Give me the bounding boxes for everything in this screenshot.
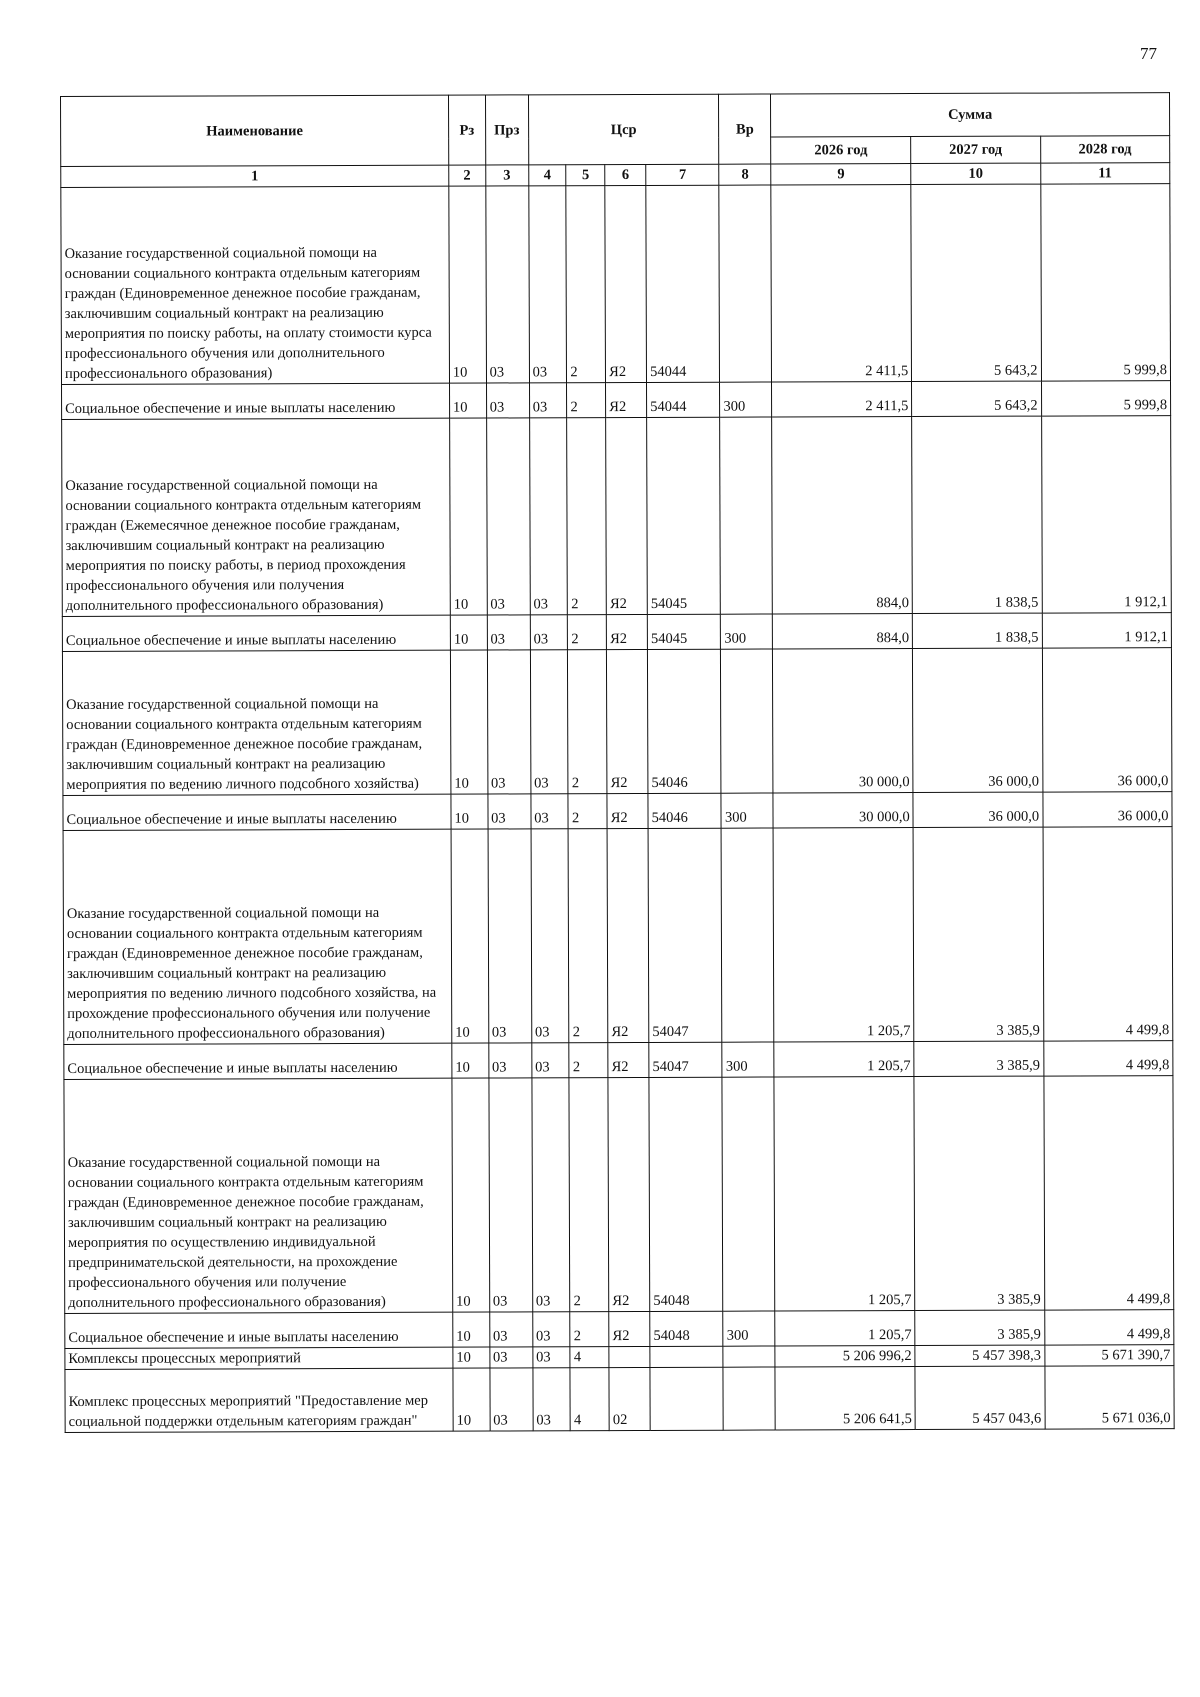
table-row: [62, 416, 1172, 617]
table-row: [63, 827, 1173, 1045]
row-vr: 300: [723, 1311, 775, 1346]
row-vr: 300: [722, 1042, 774, 1077]
row-sum-2026: 5 206 641,5: [775, 1367, 915, 1430]
row-csr-2: 2: [568, 615, 607, 650]
row-name: Социальное обеспечение и иные выплаты населению: [65, 1312, 453, 1348]
row-csr-4: 54046: [648, 793, 721, 828]
row-csr-1: 03: [529, 186, 567, 383]
table-row: [64, 1076, 1174, 1314]
row-sum-2027: 5 643,2: [912, 381, 1041, 416]
row-rz: 10: [453, 1312, 490, 1347]
row-sum-2028: 5 671 390,7: [1044, 1345, 1174, 1366]
row-csr-2: 2: [568, 829, 608, 1043]
table-row: [62, 613, 1171, 652]
row-rz: 10: [453, 1368, 490, 1431]
header-prz: Прз: [485, 95, 528, 165]
row-prz: 03: [488, 829, 532, 1043]
column-number: 8: [719, 164, 771, 185]
row-csr-3: Я2: [607, 828, 649, 1042]
row-csr-3: 02: [609, 1367, 650, 1430]
column-number: 3: [485, 165, 528, 186]
column-number: 6: [605, 164, 646, 185]
row-prz: 03: [489, 1347, 532, 1368]
row-sum-2028: 5 999,8: [1040, 184, 1170, 381]
row-csr-2: 2: [569, 1078, 609, 1312]
column-number: 4: [528, 165, 566, 186]
row-sum-2026: 884,0: [772, 614, 912, 649]
row-csr-2: 2: [566, 186, 605, 383]
row-csr-4: 54046: [648, 649, 722, 793]
row-sum-2026: 30 000,0: [773, 793, 913, 828]
header-year-2026: 2026 год: [771, 137, 911, 164]
header-year-2028: 2028 год: [1040, 136, 1170, 163]
header-vr: Вр: [719, 94, 771, 164]
header-name: Наименование: [61, 95, 449, 166]
row-rz: 10: [450, 418, 487, 615]
row-prz: 03: [486, 418, 530, 615]
row-csr-3: Я2: [606, 382, 647, 417]
row-name: Социальное обеспечение и иные выплаты населению: [64, 1043, 452, 1079]
row-sum-2028: 4 499,8: [1044, 1310, 1174, 1345]
header-csr: Цср: [528, 94, 719, 165]
row-sum-2026: 5 206 996,2: [775, 1346, 915, 1367]
row-csr-3: Я2: [608, 1077, 650, 1311]
table-body: [61, 184, 1174, 1433]
row-csr-2: 2: [567, 418, 606, 615]
row-rz: 10: [449, 186, 486, 383]
row-csr-4: [650, 1346, 723, 1367]
row-sum-2027: 3 385,9: [914, 1076, 1044, 1310]
row-vr: [719, 185, 771, 382]
row-prz: 03: [490, 1368, 533, 1431]
header-rz: Рз: [448, 95, 485, 165]
row-rz: 10: [453, 1347, 490, 1368]
table-row: [64, 1041, 1173, 1080]
row-name: Оказание государственной социальной помощи на основании социального контракта отдельным категориям граждан (Единовременное денежное пособие гражданам, заключившим социальный контракт на реализацию мероприятия по осуществлению индивидуальной предпринимательской деятельности, на прохождение профессионального обучения или получение дополнительного профессионального образования): [64, 1078, 453, 1313]
row-csr-4: [650, 1367, 724, 1430]
row-vr: 300: [721, 793, 773, 828]
row-prz: 03: [487, 650, 531, 794]
row-prz: 03: [488, 1043, 531, 1078]
row-prz: 03: [489, 1078, 533, 1312]
row-rz: 10: [449, 383, 486, 418]
row-rz: 10: [450, 615, 487, 650]
table-row: [65, 1310, 1174, 1349]
table-row: [62, 381, 1171, 420]
row-sum-2027: 3 385,9: [914, 1041, 1043, 1076]
row-csr-1: 03: [531, 1043, 569, 1078]
row-sum-2026: 2 411,5: [771, 185, 912, 382]
row-prz: 03: [488, 794, 531, 829]
table-row: [62, 648, 1171, 796]
row-prz: 03: [485, 186, 529, 383]
row-sum-2028: 4 499,8: [1043, 1041, 1173, 1076]
row-name: Оказание государственной социальной помощи на основании социального контракта отдельным категориям граждан (Ежемесячное денежное пособие гражданам, заключившим социальный контракт на реализацию мероприятия по поиску работы, в период прохождения профессионального обучения или получения дополнительного профессионального образования): [62, 418, 451, 616]
row-csr-3: Я2: [605, 185, 647, 382]
row-csr-2: 2: [570, 1312, 609, 1347]
row-csr-1: 03: [531, 794, 569, 829]
row-vr: 300: [720, 382, 772, 417]
row-vr: [723, 1367, 775, 1430]
column-number: 5: [566, 165, 605, 186]
row-csr-4: 54047: [649, 1042, 722, 1077]
row-csr-1: 03: [533, 1347, 571, 1368]
row-csr-3: Я2: [607, 649, 648, 793]
row-vr: [721, 649, 773, 793]
column-number: 2: [449, 165, 486, 186]
row-csr-2: 4: [570, 1368, 609, 1431]
row-vr: [721, 828, 773, 1042]
row-rz: 10: [450, 650, 487, 794]
row-prz: 03: [486, 383, 529, 418]
row-csr-4: 54047: [648, 828, 722, 1042]
row-name: Социальное обеспечение и иные выплаты населению: [63, 794, 451, 830]
row-csr-1: 03: [531, 829, 569, 1043]
column-number: 1: [61, 165, 449, 187]
row-csr-3: Я2: [609, 1311, 650, 1346]
row-csr-4: 54044: [646, 185, 720, 382]
row-sum-2027: 3 385,9: [913, 827, 1043, 1041]
row-sum-2028: 36 000,0: [1042, 648, 1172, 792]
row-sum-2026: 2 411,5: [772, 382, 912, 417]
column-number: 10: [911, 163, 1040, 184]
column-number: 11: [1040, 163, 1170, 184]
row-sum-2028: 4 499,8: [1043, 827, 1173, 1041]
header-row: [61, 93, 1170, 140]
header-year-2027: 2027 год: [911, 136, 1040, 163]
row-sum-2026: 1 205,7: [774, 1077, 915, 1311]
column-number: 9: [771, 164, 911, 185]
row-sum-2027: 1 838,5: [913, 613, 1042, 648]
row-csr-1: 03: [529, 383, 567, 418]
row-csr-1: 03: [530, 650, 568, 794]
header-sum: Сумма: [771, 93, 1170, 137]
row-name: Социальное обеспечение и иные выплаты населению: [62, 383, 450, 419]
row-sum-2027: 5 457 398,3: [915, 1345, 1044, 1366]
row-csr-4: 54048: [649, 1077, 723, 1311]
row-csr-2: 2: [569, 1043, 608, 1078]
page-number: 77: [1140, 44, 1157, 63]
row-csr-3: Я2: [607, 614, 648, 649]
row-csr-4: 54045: [647, 417, 721, 614]
row-sum-2026: 1 205,7: [773, 828, 914, 1042]
row-sum-2026: 884,0: [772, 417, 913, 614]
row-prz: 03: [487, 615, 530, 650]
row-rz: 10: [451, 794, 488, 829]
row-csr-2: 2: [567, 383, 606, 418]
row-vr: [720, 417, 772, 614]
table-row: [63, 792, 1172, 831]
row-csr-4: 54044: [647, 382, 720, 417]
row-csr-1: 03: [533, 1368, 571, 1431]
row-rz: 10: [451, 829, 488, 1043]
row-sum-2027: 5 457 043,6: [915, 1366, 1045, 1429]
row-csr-1: 03: [532, 1312, 570, 1347]
row-name: Комплекс процессных мероприятий "Предоставление мер социальной поддержки отдельным категориям граждан": [65, 1368, 453, 1432]
row-csr-4: 54048: [650, 1311, 723, 1346]
row-csr-2: 2: [568, 794, 607, 829]
row-csr-3: Я2: [607, 793, 648, 828]
row-name: Оказание государственной социальной помощи на основании социального контракта отдельным категориям граждан (Единовременное денежное пособие гражданам, заключившим социальный контракт на реализацию мероприятия по ведению личного подсобного хозяйства, на прохождение профессионального обучения или получение дополнительного профессионального образования): [63, 829, 452, 1044]
row-prz: 03: [489, 1312, 532, 1347]
row-csr-1: 03: [529, 418, 567, 615]
row-sum-2027: 36 000,0: [913, 792, 1042, 827]
row-vr: [723, 1346, 775, 1367]
row-name: Комплексы процессных мероприятий: [65, 1347, 453, 1369]
row-sum-2028: 4 499,8: [1043, 1076, 1173, 1310]
row-rz: 10: [452, 1043, 489, 1078]
row-sum-2028: 5 671 036,0: [1045, 1366, 1175, 1429]
table-row: [61, 184, 1171, 385]
row-sum-2027: 3 385,9: [915, 1310, 1044, 1345]
row-name: Оказание государственной социальной помощи на основании социального контракта отдельным категориям граждан (Единовременное денежное пособие гражданам, заключившим социальный контракт на реализацию мероприятия по поиску работы, на оплату стоимости курса профессионального обучения или дополнительного профессионального образования): [61, 186, 450, 384]
row-csr-1: 03: [532, 1078, 571, 1312]
row-sum-2027: 1 838,5: [912, 416, 1042, 613]
row-csr-2: 2: [568, 650, 607, 794]
row-sum-2028: 1 912,1: [1042, 613, 1172, 648]
row-name: Оказание государственной социальной помощи на основании социального контракта отдельным категориям граждан (Единовременное денежное пособие гражданам, заключившим социальный контракт на реализацию мероприятия по ведению личного подсобного хозяйства): [62, 650, 450, 795]
row-csr-3: Я2: [606, 417, 648, 614]
row-sum-2028: 1 912,1: [1041, 416, 1171, 613]
row-name: Социальное обеспечение и иные выплаты населению: [62, 615, 450, 651]
table-row: [65, 1366, 1174, 1433]
row-vr: 300: [721, 614, 773, 649]
row-csr-1: 03: [530, 615, 568, 650]
row-sum-2028: 36 000,0: [1042, 792, 1172, 827]
row-sum-2026: 30 000,0: [773, 649, 914, 793]
row-sum-2026: 1 205,7: [774, 1042, 914, 1077]
row-csr-4: 54045: [647, 614, 720, 649]
column-number: 7: [646, 164, 719, 185]
row-csr-3: [609, 1346, 650, 1367]
row-sum-2027: 36 000,0: [913, 648, 1043, 792]
row-csr-3: Я2: [608, 1042, 649, 1077]
row-vr: [722, 1077, 775, 1311]
row-sum-2027: 5 643,2: [911, 184, 1041, 381]
budget-table: [60, 92, 1175, 1433]
row-sum-2028: 5 999,8: [1041, 381, 1171, 416]
row-sum-2026: 1 205,7: [775, 1311, 915, 1346]
row-csr-2: 4: [570, 1347, 609, 1368]
row-rz: 10: [452, 1078, 489, 1312]
